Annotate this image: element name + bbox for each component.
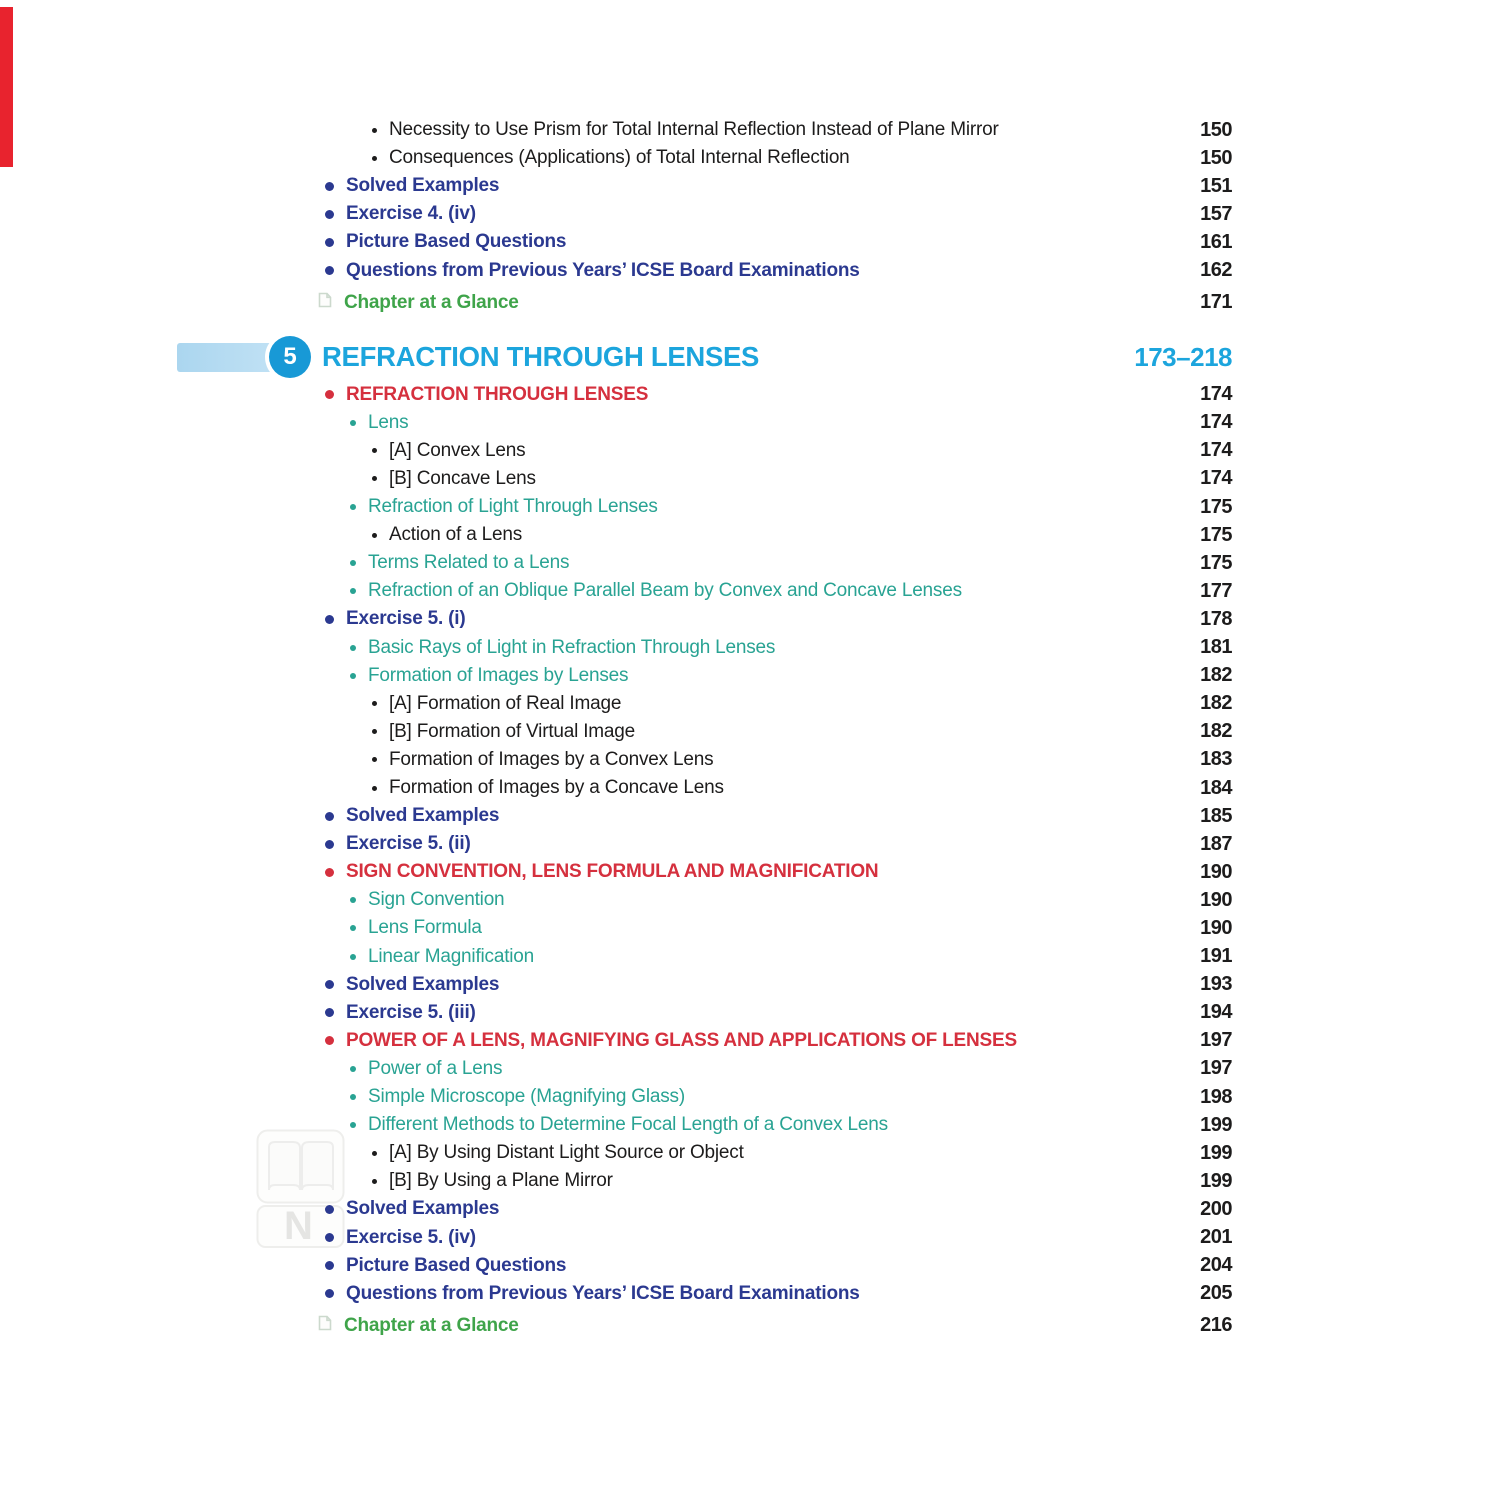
page-number: 216 xyxy=(1200,1314,1232,1337)
bullet-icon xyxy=(325,390,334,399)
bullet-icon xyxy=(350,1066,356,1072)
page-number: 183 xyxy=(1200,748,1232,771)
toc-row xyxy=(0,577,1232,605)
page-number: 205 xyxy=(1200,1282,1232,1305)
toc-item-label: Solved Examples xyxy=(346,175,500,197)
page-number: 174 xyxy=(1200,383,1232,406)
bullet-icon xyxy=(325,1008,334,1017)
page-number: 174 xyxy=(1200,411,1232,434)
bullet-icon xyxy=(350,925,356,931)
chapter-number-badge: 5 xyxy=(269,336,311,378)
toc-item-label: Solved Examples xyxy=(346,973,500,995)
toc-row xyxy=(0,634,1232,662)
toc-row xyxy=(0,116,1232,144)
toc-row xyxy=(0,886,1232,914)
toc-item-label: Formation of Images by a Convex Lens xyxy=(389,748,714,770)
bullet-icon xyxy=(325,238,334,247)
toc-row xyxy=(0,858,1232,886)
page-number: 193 xyxy=(1200,973,1232,996)
page-number: 199 xyxy=(1200,1169,1232,1192)
bullet-icon xyxy=(350,897,356,903)
toc-row xyxy=(0,830,1232,858)
toc-row xyxy=(0,549,1232,577)
bullet-icon xyxy=(372,701,377,706)
toc-item-label: Questions from Previous Years’ ICSE Board Examinations xyxy=(346,1282,860,1304)
page-number: 198 xyxy=(1200,1085,1232,1108)
toc-row xyxy=(0,437,1232,465)
bullet-icon xyxy=(350,954,356,960)
page-number: 150 xyxy=(1200,146,1232,169)
page-icon xyxy=(317,1314,333,1338)
toc-row xyxy=(0,228,1232,256)
toc-item-label: Exercise 5. (iv) xyxy=(346,1226,476,1248)
page-number: 201 xyxy=(1200,1226,1232,1249)
toc-item-label: Solved Examples xyxy=(346,805,500,827)
toc-item-label: Lens xyxy=(368,411,409,433)
bullet-icon xyxy=(325,1233,334,1242)
chapter-heading-row xyxy=(0,334,1232,381)
toc-item-label: Formation of Images by Lenses xyxy=(368,664,629,686)
bullet-icon xyxy=(372,533,377,538)
bullet-icon xyxy=(325,1036,334,1045)
bullet-icon xyxy=(372,128,377,133)
toc-row xyxy=(0,943,1232,971)
bullet-icon xyxy=(350,1094,356,1100)
toc-item-label: [B] By Using a Plane Mirror xyxy=(389,1170,613,1192)
toc-row xyxy=(0,1055,1232,1083)
toc-row xyxy=(0,381,1232,409)
toc-row xyxy=(0,971,1232,999)
toc-row xyxy=(0,1280,1232,1308)
toc-row xyxy=(0,200,1232,228)
toc-row xyxy=(0,662,1232,690)
toc-item-label: Questions from Previous Years’ ICSE Board Examinations xyxy=(346,259,860,281)
toc-item-label: Sign Convention xyxy=(368,889,505,911)
page-number: 181 xyxy=(1200,636,1232,659)
bullet-icon xyxy=(325,182,334,191)
bullet-icon xyxy=(372,757,377,762)
toc-row xyxy=(0,774,1232,802)
page-number: 161 xyxy=(1200,230,1232,253)
toc-item-label: Exercise 5. (i) xyxy=(346,608,466,630)
toc-row xyxy=(0,605,1232,633)
toc-item-label: Necessity to Use Prism for Total Internal Reflection Instead of Plane Mirror xyxy=(389,119,999,141)
page-number: 151 xyxy=(1200,174,1232,197)
page-number: 175 xyxy=(1200,495,1232,518)
bullet-icon xyxy=(325,1289,334,1298)
page-number: 184 xyxy=(1200,776,1232,799)
toc-item-label: POWER OF A LENS, MAGNIFYING GLASS AND APPLICATIONS OF LENSES xyxy=(346,1029,1017,1051)
bullet-icon xyxy=(372,156,377,161)
toc-item-label: Basic Rays of Light in Refraction Through Lenses xyxy=(368,636,776,658)
bullet-icon xyxy=(325,210,334,219)
bullet-icon xyxy=(325,615,334,624)
bullet-icon xyxy=(372,448,377,453)
toc-item-label: Picture Based Questions xyxy=(346,1254,567,1276)
toc-item-label: Picture Based Questions xyxy=(346,231,567,253)
bullet-icon xyxy=(325,812,334,821)
toc-row xyxy=(0,1195,1232,1223)
toc-item-label: Refraction of an Oblique Parallel Beam by Convex and Concave Lenses xyxy=(368,580,962,602)
chapter-page-range: 173–218 xyxy=(1134,341,1232,372)
toc-row xyxy=(0,493,1232,521)
toc-list xyxy=(0,116,1232,1340)
page-number: 199 xyxy=(1200,1141,1232,1164)
toc-item-label: Linear Magnification xyxy=(368,945,535,967)
bullet-icon xyxy=(325,1261,334,1270)
toc-row xyxy=(0,718,1232,746)
toc-row xyxy=(0,746,1232,774)
toc-row xyxy=(0,1083,1232,1111)
bullet-icon xyxy=(350,1122,356,1128)
toc-item-label: Lens Formula xyxy=(368,917,482,939)
page-number: 200 xyxy=(1200,1197,1232,1220)
toc-item-label: Consequences (Applications) of Total Internal Reflection xyxy=(389,147,850,169)
toc-row xyxy=(0,1111,1232,1139)
bullet-icon xyxy=(372,1179,377,1184)
toc-item-label: REFRACTION THROUGH LENSES xyxy=(346,383,649,405)
toc-item-label: Formation of Images by a Concave Lens xyxy=(389,777,724,799)
page-number: 197 xyxy=(1200,1029,1232,1052)
toc-item-label: Action of a Lens xyxy=(389,524,523,546)
page-number: 191 xyxy=(1200,945,1232,968)
toc-item-label: [B] Formation of Virtual Image xyxy=(389,720,636,742)
page-number: 187 xyxy=(1200,832,1232,855)
toc-row xyxy=(0,1139,1232,1167)
page-number: 175 xyxy=(1200,551,1232,574)
toc-item-label: Exercise 5. (ii) xyxy=(346,833,471,855)
bullet-icon xyxy=(325,840,334,849)
toc-row xyxy=(0,1027,1232,1055)
page-number: 199 xyxy=(1200,1113,1232,1136)
toc-row xyxy=(0,1223,1232,1251)
page-number: 175 xyxy=(1200,523,1232,546)
toc-item-label: [A] By Using Distant Light Source or Object xyxy=(389,1142,744,1164)
toc-item-label: Simple Microscope (Magnifying Glass) xyxy=(368,1086,685,1108)
bullet-icon xyxy=(372,729,377,734)
page-number: 182 xyxy=(1200,720,1232,743)
page-number: 182 xyxy=(1200,692,1232,715)
page-number: 174 xyxy=(1200,439,1232,462)
bullet-icon xyxy=(372,1151,377,1156)
page-number: 190 xyxy=(1200,860,1232,883)
bullet-icon xyxy=(350,645,356,651)
toc-item-label: Solved Examples xyxy=(346,1198,500,1220)
toc-item-label: Exercise 5. (iii) xyxy=(346,1001,476,1023)
bullet-icon xyxy=(372,476,377,481)
svg-text:N: N xyxy=(284,1204,313,1248)
toc-item-label: Chapter at a Glance xyxy=(344,291,519,313)
toc-item-label: Chapter at a Glance xyxy=(344,1314,519,1336)
toc-row xyxy=(0,521,1232,549)
bullet-icon xyxy=(325,980,334,989)
bullet-icon xyxy=(350,673,356,679)
toc-row xyxy=(0,1167,1232,1195)
page-number: 185 xyxy=(1200,804,1232,827)
page-icon xyxy=(317,291,333,315)
page-number: 177 xyxy=(1200,579,1232,602)
toc-row xyxy=(0,465,1232,493)
bullet-icon xyxy=(325,868,334,877)
bullet-icon xyxy=(325,266,334,275)
toc-row xyxy=(0,1252,1232,1280)
toc-item-label: SIGN CONVENTION, LENS FORMULA AND MAGNIFICATION xyxy=(346,861,879,883)
toc-row xyxy=(0,409,1232,437)
page-number: 190 xyxy=(1200,916,1232,939)
toc-row xyxy=(0,1312,1232,1340)
toc-item-label: Terms Related to a Lens xyxy=(368,552,570,574)
bullet-icon xyxy=(350,560,356,566)
page-number: 190 xyxy=(1200,888,1232,911)
page-number: 174 xyxy=(1200,467,1232,490)
toc-row xyxy=(0,802,1232,830)
page-number: 194 xyxy=(1200,1001,1232,1024)
page-number: 204 xyxy=(1200,1254,1232,1277)
page-number: 182 xyxy=(1200,664,1232,687)
bullet-icon xyxy=(350,504,356,510)
page-number: 171 xyxy=(1200,291,1232,314)
bullet-icon xyxy=(350,420,356,426)
bullet-icon xyxy=(325,1205,334,1214)
page-number: 150 xyxy=(1200,118,1232,141)
toc-item-label: Exercise 4. (iv) xyxy=(346,203,476,225)
toc-row xyxy=(0,914,1232,942)
bullet-icon xyxy=(350,588,356,594)
page-number: 157 xyxy=(1200,202,1232,225)
toc-row xyxy=(0,144,1232,172)
page-number: 178 xyxy=(1200,607,1232,630)
toc-row xyxy=(0,256,1232,284)
chapter-title: REFRACTION THROUGH LENSES xyxy=(322,340,760,372)
toc-item-label: [A] Formation of Real Image xyxy=(389,692,622,714)
page-number: 162 xyxy=(1200,259,1232,282)
page-number: 197 xyxy=(1200,1057,1232,1080)
toc-item-label: [A] Convex Lens xyxy=(389,439,526,461)
toc-item-label: Power of a Lens xyxy=(368,1057,503,1079)
toc-row xyxy=(0,289,1232,317)
toc-row xyxy=(0,172,1232,200)
toc-item-label: Different Methods to Determine Focal Length of a Convex Lens xyxy=(368,1114,888,1136)
toc-item-label: Refraction of Light Through Lenses xyxy=(368,496,658,518)
toc-row xyxy=(0,999,1232,1027)
toc-row xyxy=(0,690,1232,718)
toc-item-label: [B] Concave Lens xyxy=(389,467,536,489)
bullet-icon xyxy=(372,786,377,791)
